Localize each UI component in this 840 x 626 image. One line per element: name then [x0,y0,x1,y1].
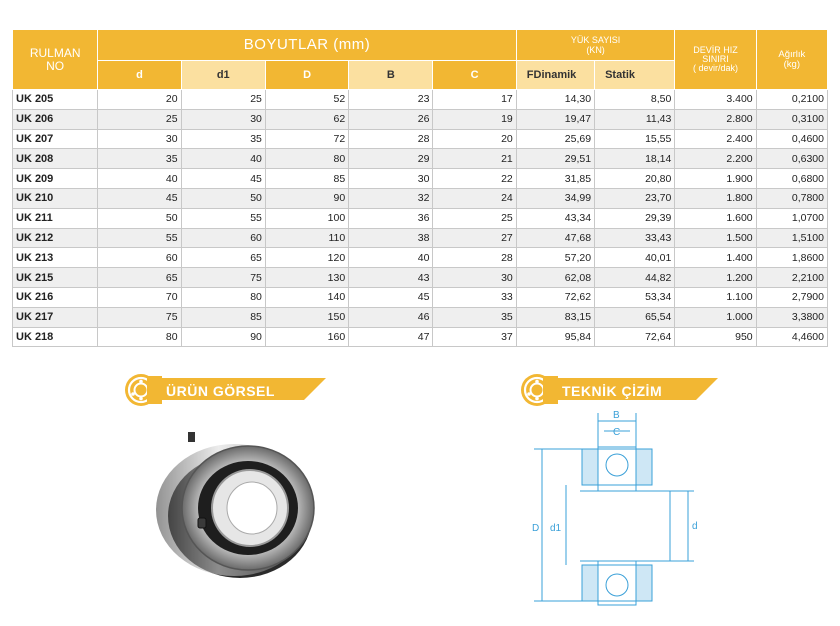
header-speed-limit: DEVİR HIZ SINIRI ( devir/dak) [675,30,756,90]
cell-d: 65 [98,268,181,288]
table-row [13,90,828,110]
cell-weight: 0,6300 [756,149,827,169]
header-load-rating: YÜK SAYISI (KN) [516,30,675,61]
cell-weight: 0,3100 [756,109,827,129]
header-model: RULMAN NO [13,30,98,90]
cell-D: 130 [265,268,348,288]
cell-weight: 0,7800 [756,188,827,208]
cell-model: UK 216 [13,287,98,307]
header-col-static: Statik [595,61,675,90]
cell-B: 40 [349,248,433,268]
bearing-logo-icon [516,372,558,408]
cell-speed: 950 [675,327,756,347]
cell-D: 150 [265,307,348,327]
product-image-banner [120,372,330,404]
label-C: C [613,427,621,438]
cell-C: 30 [433,268,516,288]
cell-C: 33 [433,287,516,307]
header-col-dynamic: FDinamik [516,61,594,90]
header-col-D: D [265,61,348,90]
cell-d: 60 [98,248,181,268]
cell-d: 45 [98,188,181,208]
product-image-title: ÜRÜN GÖRSEL [166,383,275,399]
cell-C: 24 [433,188,516,208]
table-row [13,109,828,129]
cell-model: UK 210 [13,188,98,208]
table-row [13,129,828,149]
cell-d: 40 [98,169,181,189]
cell-dyn: 95,84 [516,327,594,347]
table-row [13,327,828,347]
cell-weight: 0,2100 [756,90,827,110]
bearing-spec-table [12,29,828,347]
drawing-outline [534,413,694,605]
cell-B: 23 [349,90,433,110]
cell-weight: 2,2100 [756,268,827,288]
technical-drawing-banner [516,372,726,404]
cell-speed: 1.500 [675,228,756,248]
header-col-d: d [98,61,181,90]
cell-stat: 72,64 [595,327,675,347]
cell-d1: 75 [181,268,265,288]
table-row [13,307,828,327]
cell-stat: 65,54 [595,307,675,327]
table-row [13,208,828,228]
label-D: D [532,523,540,534]
cell-dyn: 29,51 [516,149,594,169]
cell-stat: 23,70 [595,188,675,208]
cell-B: 36 [349,208,433,228]
cell-B: 32 [349,188,433,208]
cell-d1: 85 [181,307,265,327]
cell-C: 21 [433,149,516,169]
table-row [13,248,828,268]
cell-speed: 1.100 [675,287,756,307]
cell-dyn: 31,85 [516,169,594,189]
cell-model: UK 208 [13,149,98,169]
cell-dyn: 72,62 [516,287,594,307]
technical-drawing [520,405,710,615]
cell-weight: 0,4600 [756,129,827,149]
cell-stat: 11,43 [595,109,675,129]
cell-B: 28 [349,129,433,149]
cell-D: 62 [265,109,348,129]
table-row [13,188,828,208]
cell-dyn: 14,30 [516,90,594,110]
cell-weight: 3,3800 [756,307,827,327]
cell-weight: 1,5100 [756,228,827,248]
cell-model: UK 206 [13,109,98,129]
cell-speed: 3.400 [675,90,756,110]
cell-speed: 1.000 [675,307,756,327]
cell-d1: 45 [181,169,265,189]
table-row [13,169,828,189]
cell-dyn: 19,47 [516,109,594,129]
cell-model: UK 209 [13,169,98,189]
cell-model: UK 217 [13,307,98,327]
cell-stat: 20,80 [595,169,675,189]
bearing-product-image [140,428,340,578]
cell-d: 20 [98,90,181,110]
cell-dyn: 62,08 [516,268,594,288]
cell-d1: 50 [181,188,265,208]
cell-model: UK 213 [13,248,98,268]
cell-C: 37 [433,327,516,347]
cell-d1: 40 [181,149,265,169]
cell-model: UK 205 [13,90,98,110]
cell-C: 25 [433,208,516,228]
cell-dyn: 34,99 [516,188,594,208]
table-row [13,149,828,169]
cell-d1: 30 [181,109,265,129]
cell-weight: 0,6800 [756,169,827,189]
cell-d: 55 [98,228,181,248]
cell-speed: 2.800 [675,109,756,129]
cell-stat: 53,34 [595,287,675,307]
cell-weight: 2,7900 [756,287,827,307]
cell-d: 75 [98,307,181,327]
cell-speed: 1.200 [675,268,756,288]
table-body [13,90,828,347]
table-row [13,228,828,248]
cell-d1: 65 [181,248,265,268]
cell-dyn: 25,69 [516,129,594,149]
cell-C: 20 [433,129,516,149]
cell-d1: 90 [181,327,265,347]
cell-dyn: 57,20 [516,248,594,268]
cell-model: UK 215 [13,268,98,288]
cell-stat: 44,82 [595,268,675,288]
label-B: B [613,410,620,421]
cell-D: 140 [265,287,348,307]
cell-C: 19 [433,109,516,129]
cell-stat: 40,01 [595,248,675,268]
table-row [13,287,828,307]
cell-C: 28 [433,248,516,268]
cell-C: 27 [433,228,516,248]
cell-speed: 1.800 [675,188,756,208]
cell-model: UK 212 [13,228,98,248]
cell-d1: 55 [181,208,265,228]
cell-B: 38 [349,228,433,248]
cell-stat: 18,14 [595,149,675,169]
cell-B: 46 [349,307,433,327]
drawing-hatching [582,449,652,601]
cell-stat: 15,55 [595,129,675,149]
label-d1: d1 [550,523,562,534]
cell-model: UK 207 [13,129,98,149]
cell-d: 25 [98,109,181,129]
cell-stat: 8,50 [595,90,675,110]
cell-D: 120 [265,248,348,268]
cell-speed: 2.400 [675,129,756,149]
cell-D: 52 [265,90,348,110]
cell-d: 35 [98,149,181,169]
cell-D: 80 [265,149,348,169]
cell-dyn: 43,34 [516,208,594,228]
header-weight: Ağırlık (kg) [756,30,827,90]
cell-B: 45 [349,287,433,307]
cell-speed: 1.900 [675,169,756,189]
technical-drawing-title: TEKNİK ÇİZİM [562,383,663,399]
cell-model: UK 211 [13,208,98,228]
cell-speed: 1.600 [675,208,756,228]
cell-B: 43 [349,268,433,288]
cell-C: 17 [433,90,516,110]
bearing-logo-icon [120,372,162,408]
cell-model: UK 218 [13,327,98,347]
cell-B: 47 [349,327,433,347]
cell-d: 30 [98,129,181,149]
cell-speed: 2.200 [675,149,756,169]
cell-D: 100 [265,208,348,228]
cell-weight: 1,0700 [756,208,827,228]
cell-C: 35 [433,307,516,327]
table-row [13,268,828,288]
header-col-d1: d1 [181,61,265,90]
cell-D: 90 [265,188,348,208]
cell-speed: 1.400 [675,248,756,268]
cell-d1: 60 [181,228,265,248]
header-dimensions: BOYUTLAR (mm) [98,30,516,61]
header-col-B: B [349,61,433,90]
header-col-C: C [433,61,516,90]
cell-weight: 1,8600 [756,248,827,268]
cell-D: 72 [265,129,348,149]
cell-D: 85 [265,169,348,189]
cell-d1: 35 [181,129,265,149]
cell-d: 50 [98,208,181,228]
label-d: d [692,521,698,532]
cell-C: 22 [433,169,516,189]
cell-B: 30 [349,169,433,189]
cell-dyn: 47,68 [516,228,594,248]
cell-d1: 80 [181,287,265,307]
cell-B: 29 [349,149,433,169]
cell-B: 26 [349,109,433,129]
cell-d: 70 [98,287,181,307]
cell-d1: 25 [181,90,265,110]
cell-D: 110 [265,228,348,248]
cell-d: 80 [98,327,181,347]
cell-dyn: 83,15 [516,307,594,327]
cell-stat: 29,39 [595,208,675,228]
cell-D: 160 [265,327,348,347]
cell-stat: 33,43 [595,228,675,248]
cell-weight: 4,4600 [756,327,827,347]
